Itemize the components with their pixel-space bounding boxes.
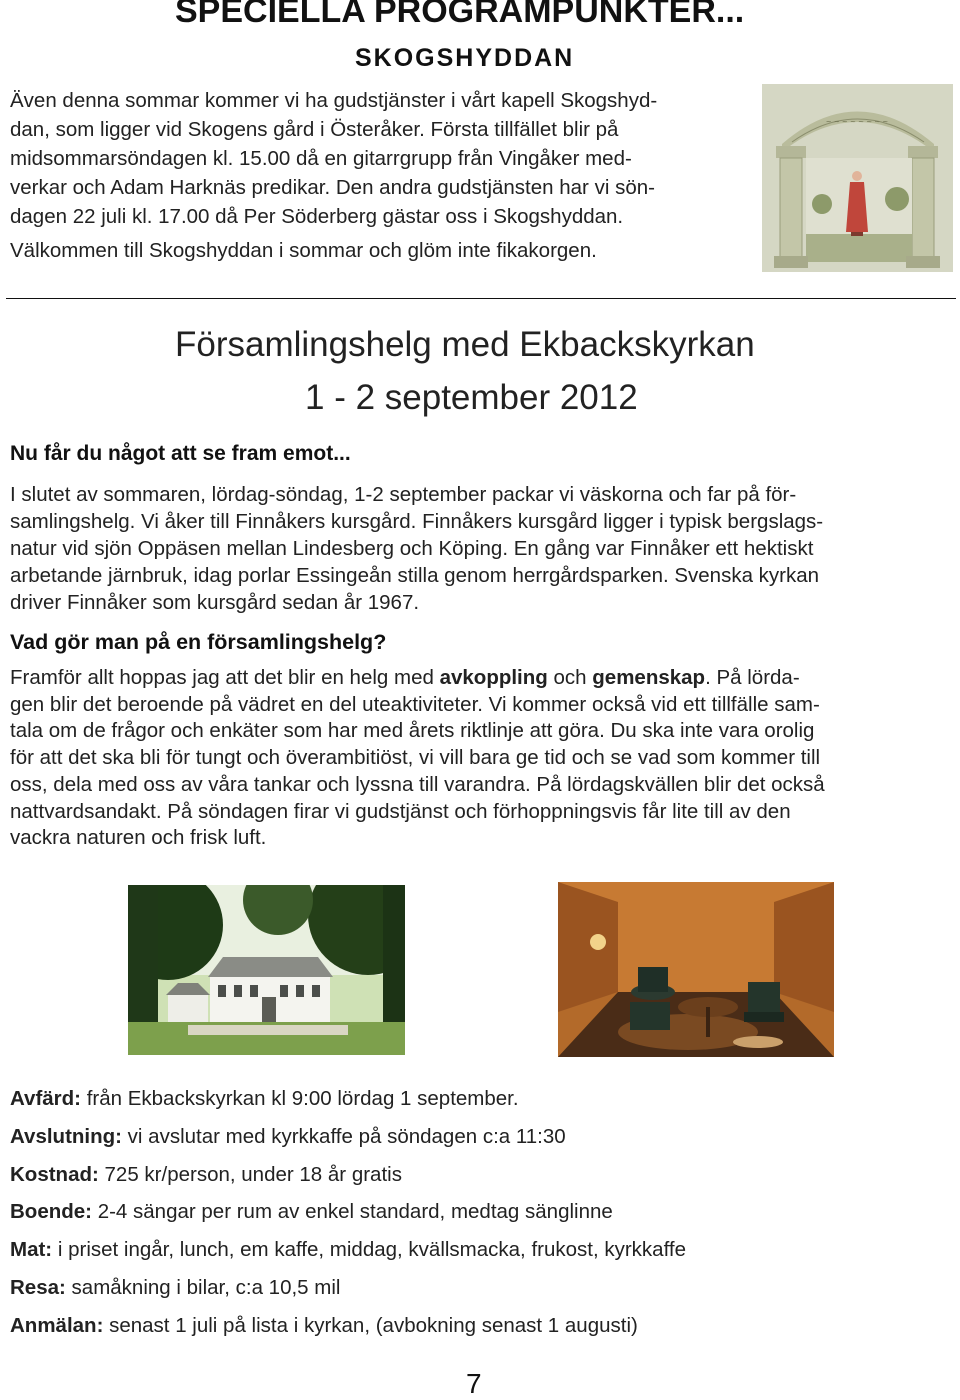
info-label: Kostnad:: [10, 1163, 99, 1186]
paragraph-line: tala om de frågor och enkäter som har med årets riktlinje att göra. Du ska inte vara orolig: [10, 719, 815, 743]
welcome-line: Välkommen till Skogshyddan i sommar och glöm inte fikakorgen.: [10, 239, 597, 262]
paragraph-line: [10, 665, 950, 692]
helg-date: 1 - 2 september 2012: [305, 378, 638, 417]
paragraph-line: Även denna sommar kommer vi ha gudstjänster i vårt kapell Skogshyd-: [10, 89, 658, 112]
paragraph-line: midsommarsöndagen kl. 15.00 då en gitarrgrupp från Vingåker med-: [10, 147, 632, 170]
paragraph-line: verkar och Adam Harknäs predikar. Den andra gudstjänsten har vi sön-: [10, 176, 655, 199]
paragraph-line: vackra naturen och frisk luft.: [10, 826, 267, 850]
manor-photo-graphic: [128, 885, 405, 1055]
info-avslutning: [10, 1125, 566, 1149]
text-run: och: [547, 666, 593, 689]
section-title-skogshyddan: SKOGSHYDDAN: [355, 44, 575, 72]
finnaker-manor-photo: [128, 885, 405, 1055]
helg-intro-paragraph: [10, 481, 950, 616]
page-title: SPECIELLA PROGRAMPUNKTER...: [175, 0, 745, 30]
interior-photo-graphic: [558, 882, 834, 1057]
paragraph-line: I slutet av sommaren, lördag-söndag, 1-2 september packar vi väskorna och far på för-: [10, 483, 797, 506]
info-mat: [10, 1238, 686, 1262]
section-divider: [6, 298, 956, 299]
info-value: senast 1 juli på lista i kyrkan, (avbokning senast 1 augusti): [103, 1314, 638, 1337]
paragraph-line: driver Finnåker som kursgård sedan år 1967.: [10, 591, 420, 614]
paragraph-line: gen blir det beroende på vädret en del uteaktiviteter. Vi kommer också vid ett tillfälle sam-: [10, 692, 820, 716]
text-run: . På lörda-: [705, 666, 800, 689]
info-label: Mat:: [10, 1238, 53, 1261]
paragraph-line: natur vid sjön Oppäsen mellan Lindesberg och Köping. En gång var Finnåker ett hektiskt: [10, 537, 814, 560]
page-number: 7: [466, 1368, 482, 1399]
info-label: Avslutning:: [10, 1125, 122, 1148]
text-run: Framför allt hoppas jag att det blir en helg med: [10, 666, 440, 689]
info-avfard: [10, 1087, 519, 1111]
chapel-painting-image: [762, 84, 953, 272]
chapel-painting-graphic: [762, 84, 953, 272]
info-label: Boende:: [10, 1200, 92, 1223]
info-boende: [10, 1200, 613, 1224]
info-label: Anmälan:: [10, 1314, 104, 1337]
paragraph-line: för att det ska bli för tungt och överambitiöst, vi vill bara ge tid och se vad som kommer till: [10, 746, 821, 770]
info-resa: [10, 1276, 340, 1300]
skogshyddan-paragraph: [10, 86, 755, 265]
paragraph-line: samlingshelg. Vi åker till Finnåkers kursgård. Finnåkers kursgård ligger i typisk bergslags-: [10, 510, 824, 533]
info-anmalan: [10, 1314, 638, 1338]
info-kostnad: [10, 1163, 402, 1187]
svg-text:~ ~ ~ ~ ~ ~ ~ ~: ~ ~ ~ ~ ~ ~ ~ ~: [825, 118, 889, 126]
helg-teaser: Nu får du något att se fram emot...: [10, 442, 351, 465]
info-label: Resa:: [10, 1276, 66, 1299]
info-value: 725 kr/person, under 18 år gratis: [98, 1163, 402, 1186]
paragraph-line: arbetande järnbruk, idag porlar Essingeån stilla genom herrgårdsparken. Svenska kyrkan: [10, 564, 820, 587]
info-value: i priset ingår, lunch, em kaffe, middag, kvällsmacka, frukost, kyrkkaffe: [52, 1238, 687, 1261]
helg-answer-paragraph: [10, 665, 950, 852]
info-value: samåkning i bilar, c:a 10,5 mil: [65, 1276, 341, 1299]
helg-question-heading: Vad gör man på en församlingshelg?: [10, 630, 387, 654]
info-label: Avfärd:: [10, 1087, 81, 1110]
interior-room-photo: [558, 882, 834, 1057]
paragraph-line: dagen 22 juli kl. 17.00 då Per Söderberg gästar oss i Skogshyddan.: [10, 205, 624, 228]
emphasis-gemenskap: gemenskap: [592, 666, 706, 689]
emphasis-avkoppling: avkoppling: [439, 666, 548, 689]
paragraph-line: dan, som ligger vid Skogens gård i Österåker. Första tillfället blir på: [10, 118, 619, 141]
helg-title: Församlingshelg med Ekbackskyrkan: [175, 325, 755, 364]
info-value: 2-4 sängar per rum av enkel standard, medtag sänglinne: [92, 1200, 613, 1223]
paragraph-line: nattvardsandakt. På söndagen firar vi gudstjänst och förhoppningsvis får lite till av den: [10, 799, 791, 823]
info-value: från Ekbackskyrkan kl 9:00 lördag 1 september.: [81, 1087, 519, 1110]
info-value: vi avslutar med kyrkkaffe på söndagen c:a 11:30: [121, 1125, 566, 1148]
paragraph-line: oss, dela med oss av våra tankar och lyssna till varandra. På lördagskvällen blir det också: [10, 772, 825, 796]
